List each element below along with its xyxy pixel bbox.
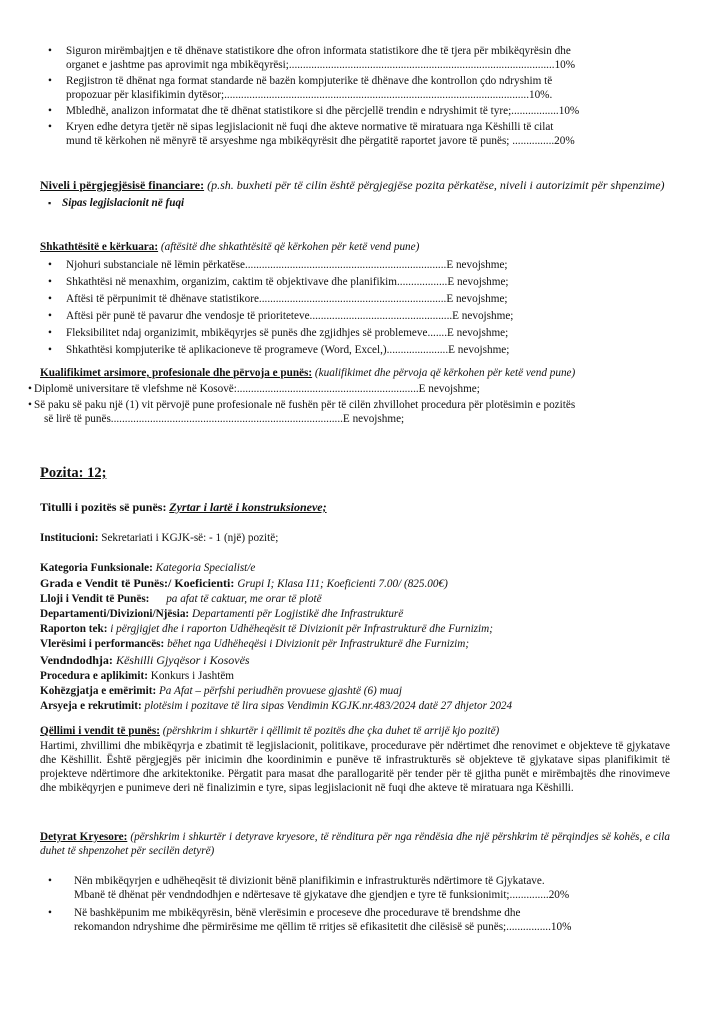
- position-title-label: Titulli i pozitës së punës:: [40, 500, 167, 514]
- list-item: • Shkathtësi në menaxhim, organizim, caktim të objektivave dhe planifikim..................E nevojshme;: [40, 275, 670, 289]
- field-row: Departamenti/Divizioni/Njësia: Departamenti për Logjistikë dhe Infrastrukturë: [40, 608, 404, 620]
- position-title-row: [40, 500, 670, 515]
- list-item: • Së paku së paku një (1) vit përvojë pune profesionale në fushën për të cilën zhvillohet procedura për plotësimin e pozitës së lirë të punës...................................................................................E nevojshme;: [20, 398, 670, 426]
- field-row: Kategoria Funksionale: Kategoria Specialist/e: [40, 562, 256, 574]
- duties-note: (përshkrim i shkurtër i detyrave kryesore, të rënditura për nga rëndësia dhe një përshkrim të përqindjes së kohës, e cila duhet të shpenzohet për secilën detyrë): [40, 831, 670, 857]
- list-item: • Në bashkëpunim me mbikëqyrësin, bënë vlerësimin e proceseve dhe procedurave të brendshme dhe rekomandon ndryshime dhe përmirësime me qëllim të rritjes së efikasitetit dhe cilësisë së punës;................10%: [40, 906, 670, 934]
- position-label: Pozita: 12;: [40, 465, 107, 481]
- list-item: • Regjistron të dhënat nga format standarde në bazën kompjuterike të dhënave dhe kontrollon çdo ndryshim të propozuar për klasifikimin dytësor;.............................................................................................................10%.: [40, 74, 670, 102]
- purpose-section: [40, 724, 670, 795]
- purpose-heading: Qëllimi i vendit të punës:: [40, 725, 160, 737]
- qualifications-section: [34, 366, 670, 426]
- institution-label: Institucioni:: [40, 532, 99, 544]
- field-row: Raporton tek: i përgjigjet dhe i raporton Udhëheqësit të Divizionit për Infrastrukturë dhe Furnizim;: [40, 623, 493, 635]
- purpose-text: Hartimi, zhvillimi dhe mbikëqyrja e zbatimit të legjislacionit, politikave, procedurave për ndërtimet dhe renovimet e objekteve të gjykatave dhe Këshillit. Është përgjegjës për inicimin dhe koordinimin e punëve të infrastrukturës së objekteve të gjykatave sipas planifikimit të projekteve ndërtimore dhe arkitektonike. Përgatit para masat dhe parallogaritë për tender për të gjitha punët e mirëmbajtës dhe rinovimeve dhe mbikëqyrjen e punimeve deri në finalizimin e tyre, sipas legjislacionit në fuqi dhe akteve të miratuara nga Këshilli.: [40, 740, 670, 794]
- list-item: ▪ Sipas legjislacionit në fuqi: [40, 196, 670, 210]
- institution-value: Sekretariati i KGJK-së: - 1 (një) pozitë;: [101, 532, 279, 544]
- position-title-value: Zyrtar i lartë i konstruksioneve;: [169, 500, 327, 514]
- position-fields: [40, 561, 670, 713]
- list-item: • Fleksibilitet ndaj organizimit, mbikëqyrjes së punës dhe zgjidhjes së problemeve.......E nevojshme;: [40, 326, 670, 340]
- field-row: Kohëzgjatja e emërimit: Pa Afat – përfshi periudhën provuese gjashtë (6) muaj: [40, 685, 402, 697]
- list-item: • Diplomë universitare të vlefshme në Kosovë:.................................................................E nevojshme;: [20, 382, 670, 396]
- field-row: Arsyeja e rekrutimit: plotësim i pozitave të lira sipas Vendimin KGJK.nr.483/2024 datë 27 dhjetor 2024: [40, 700, 513, 712]
- list-item: • Kryen edhe detyra tjetër në sipas legjislacionit në fuqi dhe akteve normative të miratuara nga Këshilli të cilat mund të kërkohen në mënyrë të arsyeshme nga mbikëqyrësit dhe përgatitë raportet javore të punës; ...............20%: [40, 120, 670, 148]
- field-row: Vlerësimi i performancës: bëhet nga Udhëheqësi i Divizionit për Infrastrukturë dhe Furnizim;: [40, 638, 470, 650]
- field-row: Grada e Vendit të Punës:/ Koeficienti: Grupi I; Klasa I11; Koeficienti 7.00/ (825.00€): [40, 576, 448, 590]
- institution-row: [40, 531, 670, 545]
- list-item: • Aftësi për punë të pavarur dhe vendosje të prioriteteve...................................................E nevojshme;: [40, 309, 670, 323]
- field-row: Lloji i Vendit të Punës: pa afat të caktuar, me orar të plotë: [40, 593, 322, 605]
- financial-section: [40, 178, 670, 210]
- qualifications-note: (kualifikimet dhe përvoja që kërkohen për ketë vend pune): [314, 367, 576, 379]
- purpose-note: (përshkrim i shkurtër i qëllimit të pozitës dhe çka duhet të arrijë kjo pozitë): [162, 725, 500, 737]
- field-row: Procedura e aplikimit: Konkurs i Jashtëm: [40, 670, 235, 682]
- skills-heading: Shkathtësitë e kërkuara:: [40, 241, 159, 253]
- financial-heading: Niveli i përgjegjësisë financiare:: [40, 178, 205, 192]
- top-bullet-list: [40, 44, 670, 149]
- list-item: • Siguron mirëmbajtjen e të dhënave statistikore dhe ofron informata statistikore dhe të tjera për mbikëqyrësin dhe organet e jashtme pas aprovimit nga mbikëqyrësi;...............................................................................................10%: [40, 44, 670, 72]
- position-header: [40, 466, 670, 480]
- qualifications-heading: Kualifikimet arsimore, profesionale dhe përvoja e punës:: [40, 367, 313, 379]
- duties-section: [40, 830, 670, 934]
- list-item: • Aftësi të përpunimit të dhënave statistikore...................................................................E nevojshme;: [40, 292, 670, 306]
- list-item: • Nën mbikëqyrjen e udhëheqësit të divizionit bënë planifikimin e infrastrukturës ndërtimore të Gjykatave. Mbanë të dhënat për vendndodhjen e ndërtesave të gjykatave dhe gjendjen e tyre të funksionimit;..............20%: [40, 874, 670, 902]
- skills-note: (aftësitë dhe shkathtësitë që kërkohen për ketë vend pune): [160, 241, 420, 253]
- list-item: • Shkathtësi kompjuterike të aplikacioneve të programeve (Word, Excel,)......................E nevojshme;: [40, 343, 670, 357]
- field-row: Vendndodhja: Këshilli Gjyqësor i Kosovës: [40, 653, 250, 667]
- list-item: • Njohuri substanciale në lëmin përkatëse........................................................................E nevojshme;: [40, 258, 670, 272]
- duties-heading: Detyrat Kryesore:: [40, 831, 128, 843]
- skills-section: [40, 240, 670, 358]
- financial-note: (p.sh. buxheti për të cilin është përgjegjëse pozita përkatëse, niveli i autorizimit për shpenzime): [207, 178, 665, 192]
- list-item: • Mbledhë, analizon informatat dhe të dhënat statistikore si dhe përcjellë trendin e ndryshimit të tyre;.................10%: [40, 104, 670, 118]
